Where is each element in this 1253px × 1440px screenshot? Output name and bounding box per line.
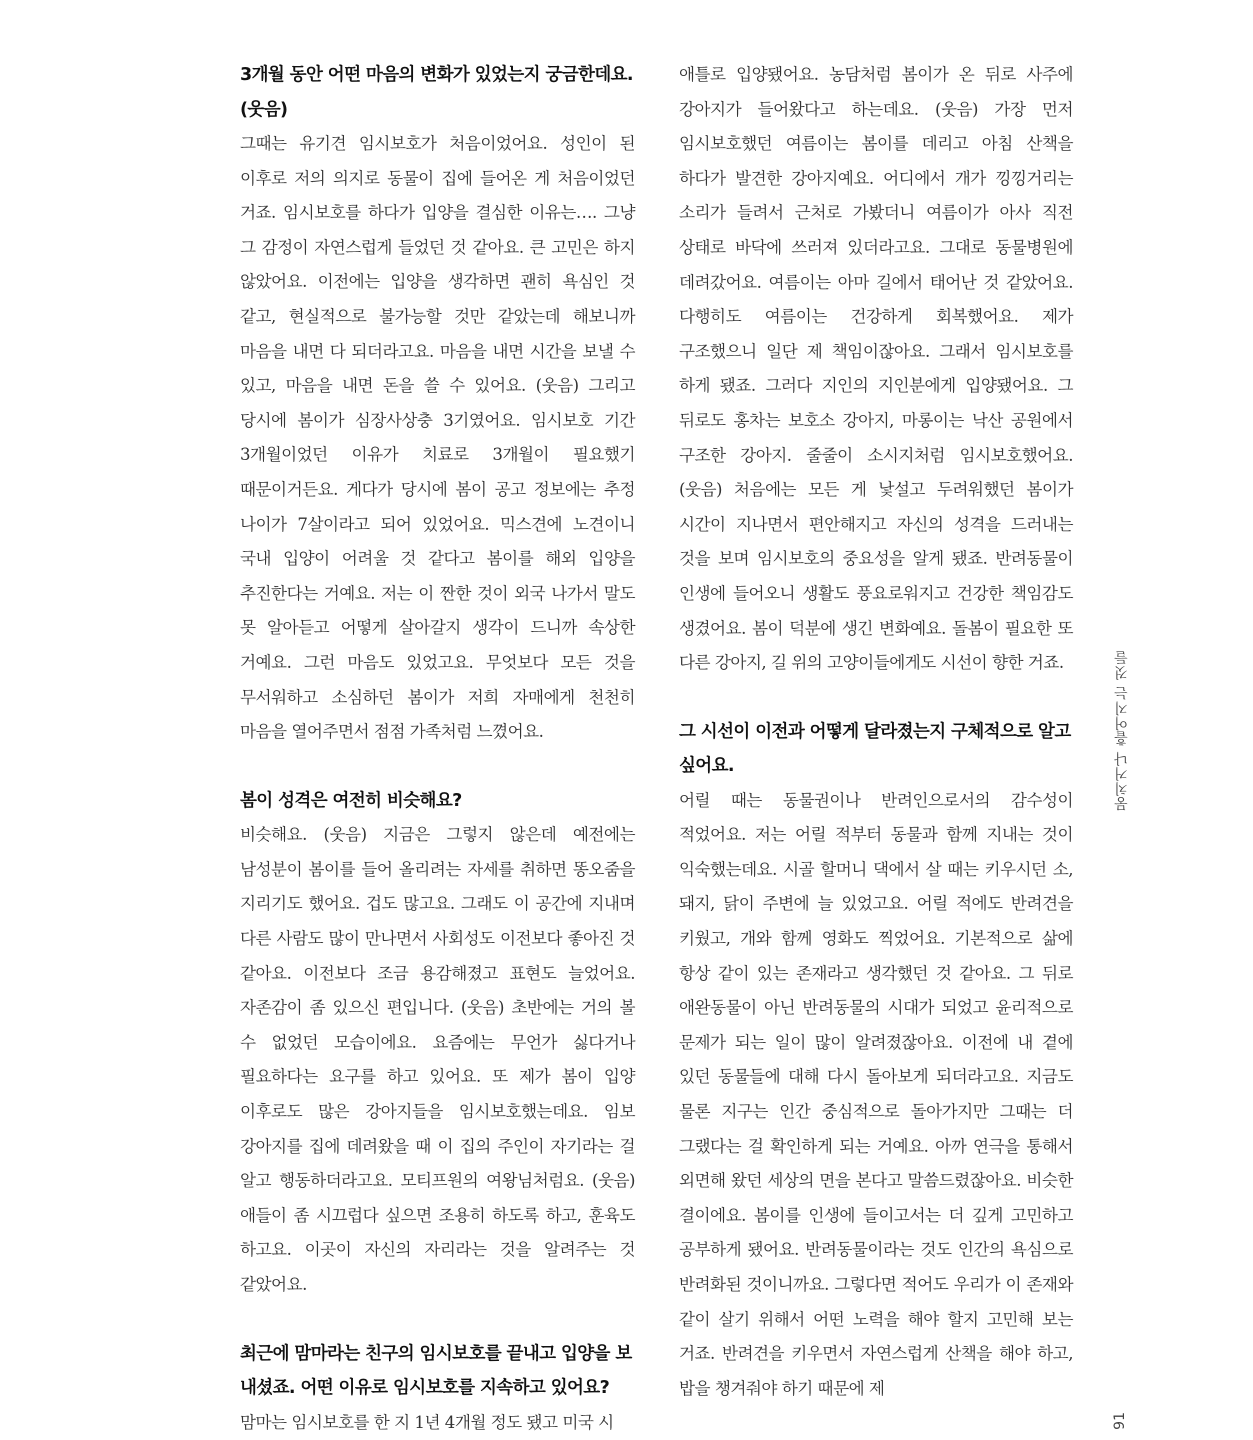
answer-paragraph: 비슷해요. (웃음) 지금은 그렇지 않은데 예전에는 남성분이 봄이를 들어 올리려는 자세를 취하면 똥오줌을 지리기도 했어요. 겁도 많고요. 그래도 이 공간에 지내며 다른 사람도 많이 만나면서 사회성도 이전보다 좋아진 것 같아요. 이전보다 조금 용감해졌고 표현도 늘었어요. 자존감이 좀 있으신 편입니다. (웃음) 초반에는 거의 볼 수 없었던 모습이에요. 요즘에는 무언가 싫다거나 필요하다는 요구를 하고 있어요. 또 제가 봄이 입양 이후로도 많은 강아지들을 임시보호했는데요. 임보 강아지를 집에 데려왔을 때 이 집의 주인이 자기라는 걸 알고 행동하더라고요. 모티프원의 여왕님처럼요. (웃음) 애들이 좀 시끄럽다 싶으면 조용히 하도록 하고, 훈육도 하고요. 이곳이 자신의 자리라는 것을 알려주는 것 같았어요.	[240, 825, 635, 1294]
answer-paragraph: 그때는 유기견 임시보호가 처음이었어요. 성인이 된 이후로 저의 의지로 동물이 집에 들어온 게 처음이었던 거죠. 임시보호를 하다가 입양을 결심한 이유는…. 그냥 그 감정이 자연스럽게 들었던 것 같아요. 큰 고민은 하지 않았어요. 이전에는 입양을 생각하면 괜히 욕심인 것 같고, 현실적으로 불가능할 것만 같았는데 해보니까 마음을 내면 다 되더라고요. 마음을 내면 시간을 보낼 수 있고, 마음을 내면 돈을 쓸 수 있어요. (웃음) 그리고 당시에 봄이가 심장사상충 3기였어요. 임시보호 기간 3개월이었던 이유가 치료로 3개월이 필요했기 때문이거든요. 게다가 당시에 봄이 공고 정보에는 추정 나이가 7살이라고 되어 있었어요. 믹스견에 노견이니 국내 입양이 어려울 것 같다고 봄이를 해외 입양을 추진한다는 거예요. 저는 이 짠한 것이 외국 나가서 말도 못 알아듣고 어떻게 살아갈지 생각이 드니까 속상한 거예요. 그런 마음도 있었고요. 무엇보다 모든 것을 무서워하고 소심하던 봄이가 저희 자매에게 천천히 마음을 열어주면서 점점 가족처럼 느꼈어요.	[240, 134, 635, 742]
spacer	[240, 750, 635, 784]
question-heading: 최근에 맘마라는 친구의 임시보호를 끝내고 입양을 보내셨죠. 어떤 이유로 임시보호를 지속하고 있어요?	[240, 1343, 632, 1398]
answer-paragraph: 맘마는 임시보호를 한 지 1년 4개월 정도 됐고 미국 시	[240, 1412, 614, 1432]
question-heading: 봄이 성격은 여전히 비슷해요?	[240, 790, 462, 811]
question-heading-laugh: (웃음)	[240, 99, 288, 120]
question-heading: 3개월 동안 어떤 마음의 변화가 있었는지 궁금한데요.	[240, 65, 633, 85]
right-column	[679, 58, 1073, 1406]
question-heading: 그 시선이 이전과 어떻게 달라졌는지 구체적으로 알고 싶어요.	[679, 721, 1071, 777]
spacer	[240, 1303, 635, 1337]
left-column	[240, 58, 635, 1440]
answer-paragraph: 어릴 때는 동물권이나 반려인으로서의 감수성이 적었어요. 저는 어릴 적부터 동물과 함께 지내는 것이 익숙했는데요. 시골 할머니 댁에서 살 때는 키우시던 소, 돼지, 닭이 주변에 늘 있었고요. 어릴 적에도 반려견을 키웠고, 개와 함께 영화도 찍었어요. 기본적으로 삶에 항상 같이 있는 존재라고 생각했던 것 같아요. 그 뒤로 애완동물이 아닌 반려동물의 시대가 되었고 윤리적으로 문제가 되는 일이 많이 알려졌잖아요. 이전에 내 곁에 있던 동물들에 대해 다시 돌아보게 되더라고요. 지금도 물론 지구는 인간 중심적으로 돌아가지만 그때는 더 그랬다는 걸 확인하게 되는 거예요. 아까 연극을 통해서 외면해 왔던 세상의 면을 본다고 말씀드렸잖아요. 비슷한 결이에요. 봄이를 인생에 들이고서는 더 깊게 고민하고 공부하게 됐어요. 반려동물이라는 것도 인간의 욕심으로 반려화된 것이니까요. 그렇다면 적어도 우리가 이 존재와 같이 살기 위해서 어떤 노력을 해야 할지 고민해 보는 거죠. 반려견을 키우면서 자연스럽게 산책을 해야 하고, 밥을 챙겨줘야 하기 때문에 제	[679, 790, 1073, 1398]
page-number: 91	[1112, 1412, 1128, 1430]
answer-paragraph-continued: 애틀로 입양됐어요. 농담처럼 봄이가 온 뒤로 사주에 강아지가 들어왔다고 하는데요. (웃음) 가장 먼저 임시보호했던 여름이는 봄이를 데리고 아침 산책을 하다가 발견한 강아지예요. 어디에서 개가 낑낑거리는 소리가 들려서 근처로 가봤더니 여름이가 아사 직전 상태로 바닥에 쓰러져 있더라고요. 그대로 동물병원에 데려갔어요. 여름이는 아마 길에서 태어난 것 같았어요. 다행히도 여름이는 건강하게 회복했어요. 제가 구조했으니 일단 제 책임이잖아요. 그래서 임시보호를 하게 됐죠. 그러다 지인의 지인분에게 입양됐어요. 그 뒤로도 홍차는 보호소 강아지, 마롱이는 낙산 공원에서 구조한 강아지. 줄줄이 소시지처럼 임시보호했어요. (웃음) 처음에는 모든 게 낯설고 두려워했던 봄이가 시간이 지나면서 편안해지고 자신의 성격을 드러내는 것을 보며 임시보호의 중요성을 알게 됐죠. 반려동물이 인생에 들어오니 생활도 풍요로워지고 건강한 책임감도 생겼어요. 봄이 덕분에 생긴 변화예요. 돌봄이 필요한 또 다른 강아지, 길 위의 고양이들에게도 시선이 향한 거죠.	[679, 65, 1073, 673]
spacer	[679, 681, 1073, 715]
running-header-section-title: 뭉치거나 흩어지는 것들	[1114, 650, 1130, 811]
